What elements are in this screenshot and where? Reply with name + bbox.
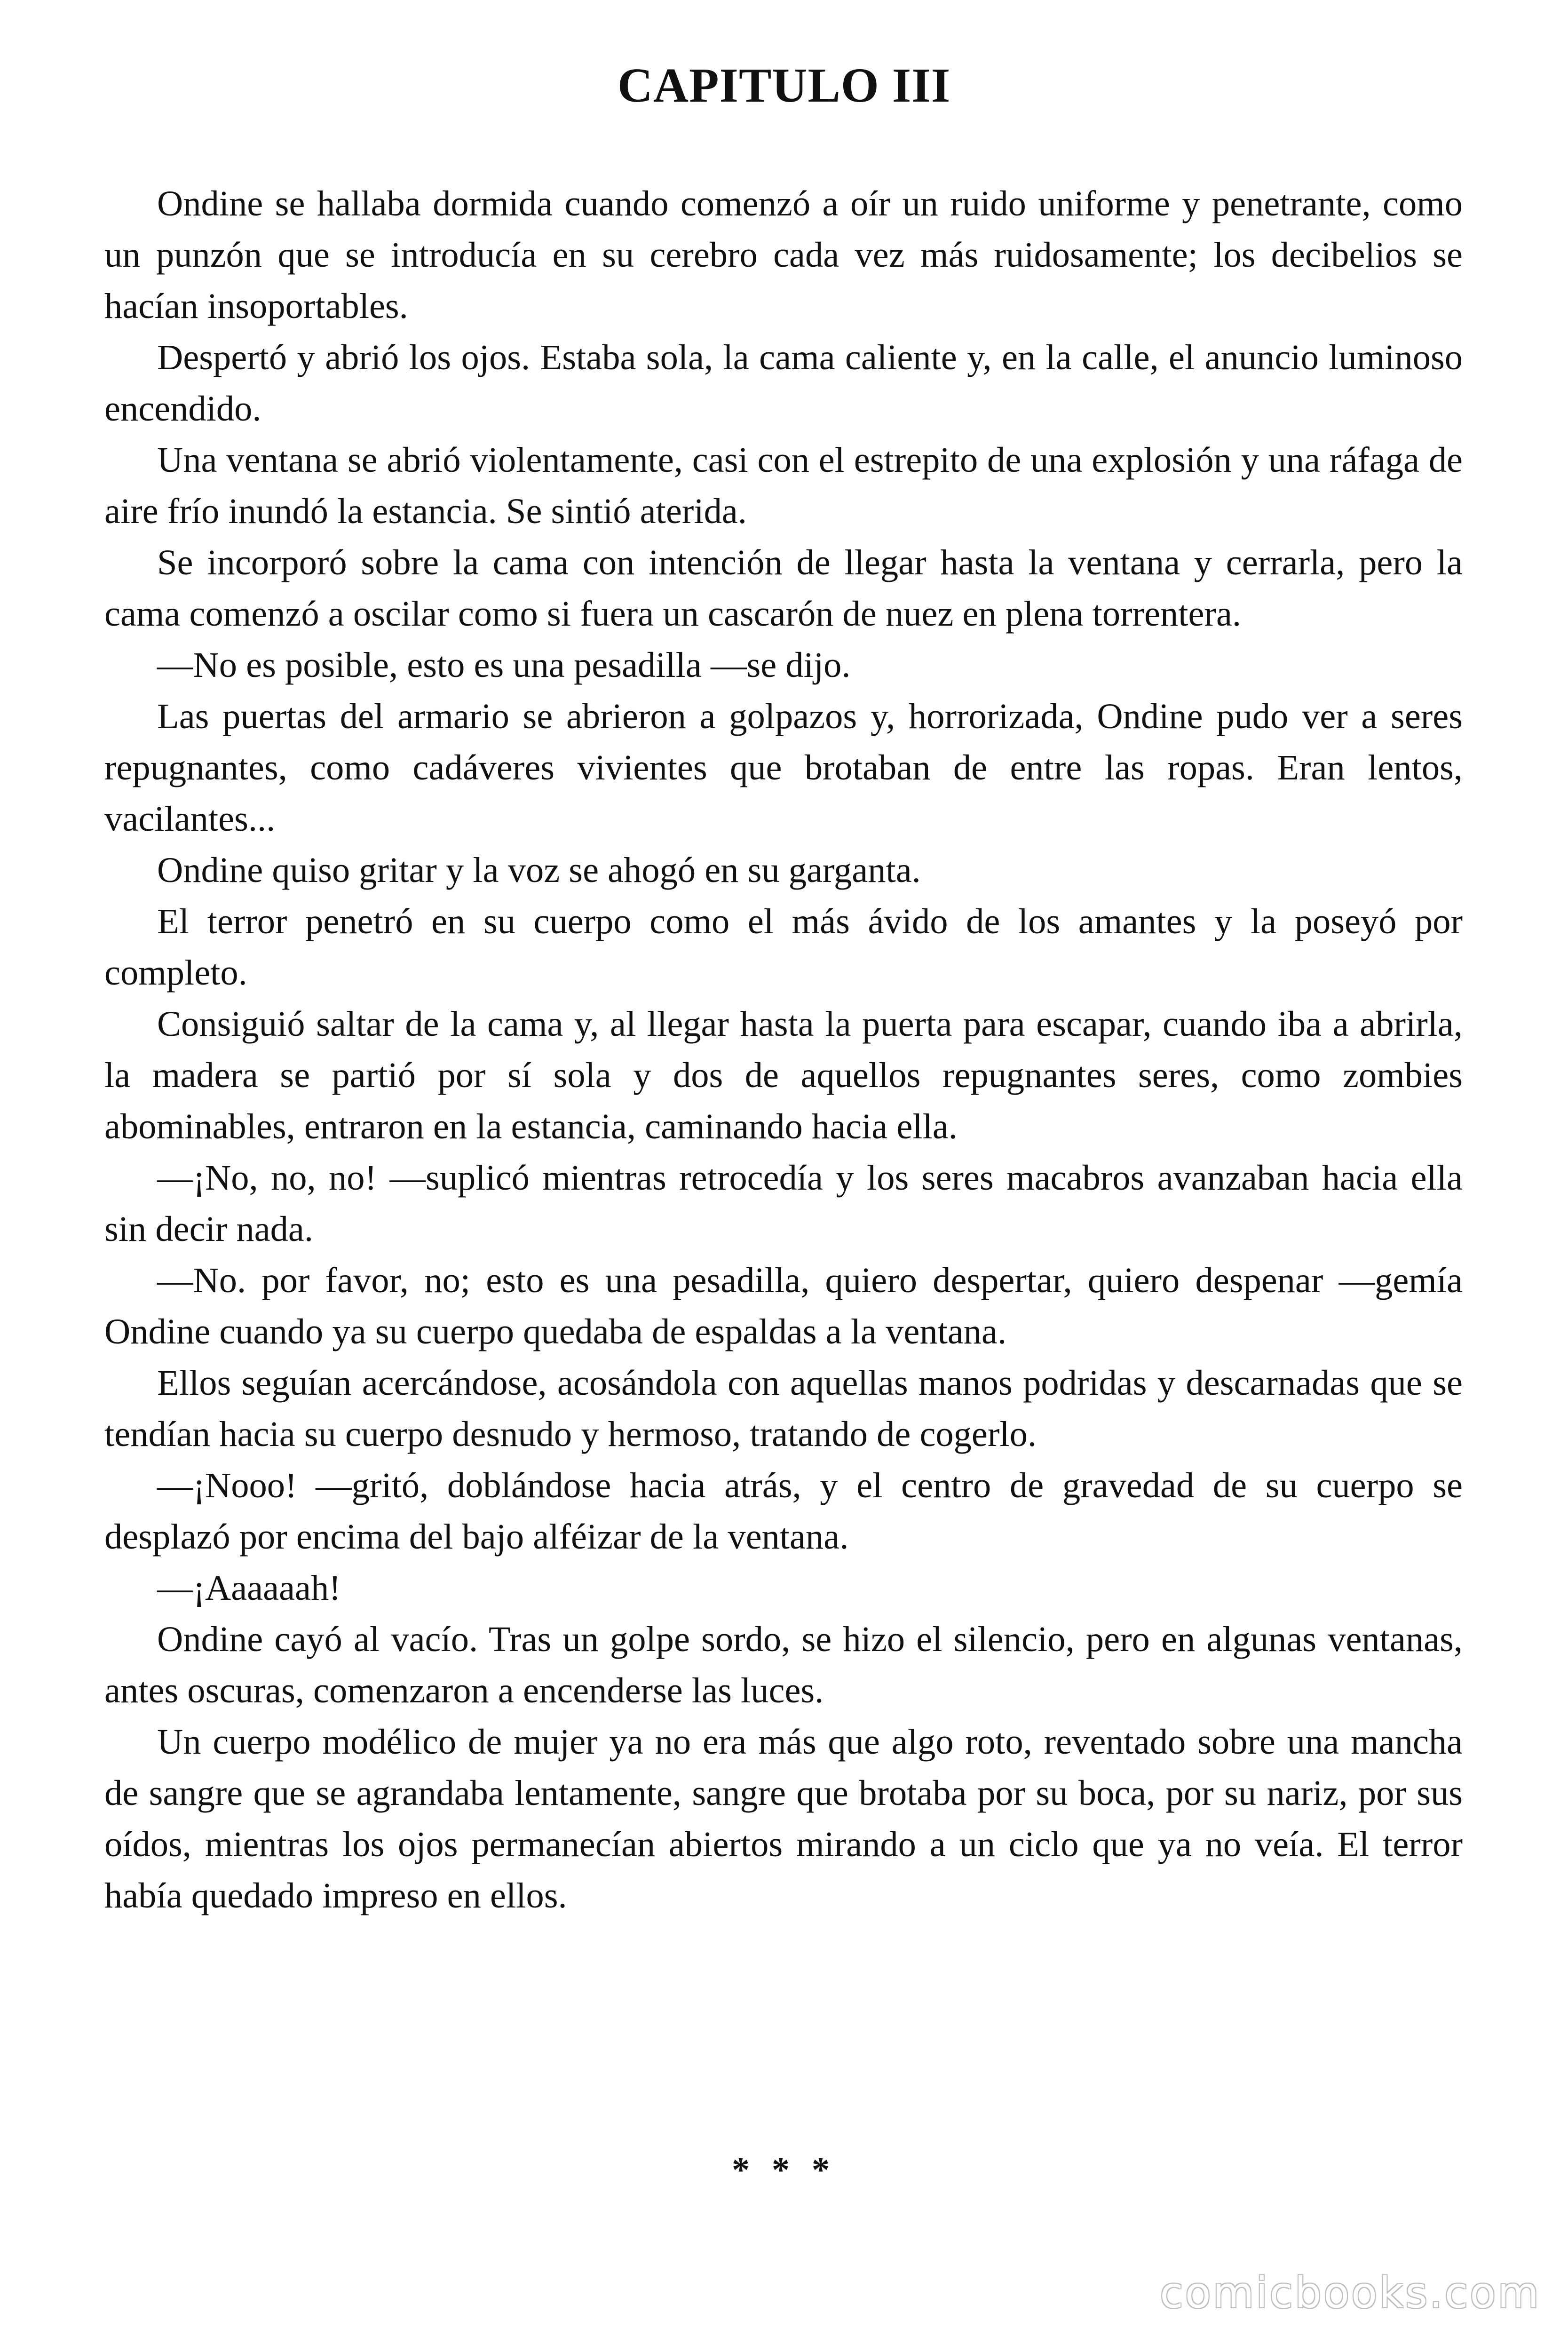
paragraph: —¡Nooo! —gritó, doblándose hacia atrás, y el centro de gravedad de su cuerpo se desplazó por encima del bajo alféizar de la ventana. xyxy=(104,1465,1463,1557)
paragraph: Consiguió saltar de la cama y, al llegar hasta la puerta para escapar, cuando iba a abrirla, la madera se partió por sí sola y dos de aquellos repugnantes seres, como zombies abominables, entraron en la estancia, caminando hacia ella. xyxy=(104,1004,1463,1146)
paragraph: El terror penetró en su cuerpo como el más ávido de los amantes y la poseyó por completo. xyxy=(104,901,1463,993)
paragraph: Las puertas del armario se abrieron a golpazos y, horrorizada, Ondine pudo ver a seres repugnantes, como cadáveres vivientes que brotaban de entre las ropas. Eran lentos, vacilantes... xyxy=(104,696,1463,839)
paragraph: Ondine se hallaba dormida cuando comenzó a oír un ruido uniforme y penetrante, como un punzón que se introducía en su cerebro cada vez más ruidosamente; los decibelios se hacían insoportables. xyxy=(104,183,1463,326)
paragraph: —¡Aaaaaah! xyxy=(157,1568,341,1608)
chapter-body xyxy=(104,178,1463,1921)
paragraph: Un cuerpo modélico de mujer ya no era más que algo roto, reventado sobre una mancha de sangre que se agrandaba lentamente, sangre que brotaba por su boca, por su nariz, por sus oídos, mientras los ojos permanecían abiertos mirando a un ciclo que ya no veía. El terror había quedado impreso en ellos. xyxy=(104,1722,1463,1915)
watermark-text: comicbooks.com xyxy=(1160,2268,1541,2318)
paragraph: —No. por favor, no; esto es una pesadilla, quiero despertar, quiero despenar —gemía Ondine cuando ya su cuerpo quedaba de espaldas a la ventana. xyxy=(104,1260,1463,1351)
paragraph: Se incorporó sobre la cama con intención de llegar hasta la ventana y cerrarla, pero la cama comenzó a oscilar como si fuera un cascarón de nuez en plena torrentera. xyxy=(104,542,1463,634)
chapter-title: CAPITULO III xyxy=(617,58,951,112)
paragraph: —¡No, no, no! —suplicó mientras retrocedía y los seres macabros avanzaban hacia ella sin decir nada. xyxy=(104,1158,1463,1249)
paragraph: Ondine cayó al vacío. Tras un golpe sordo, se hizo el silencio, pero en algunas ventanas, antes oscuras, comenzaron a encenderse las luces. xyxy=(104,1619,1463,1710)
paragraph: —No es posible, esto es una pesadilla —se dijo. xyxy=(157,645,851,685)
paragraph: Despertó y abrió los ojos. Estaba sola, la cama caliente y, en la calle, el anuncio luminoso encendido. xyxy=(104,337,1463,429)
paragraph: Ellos seguían acercándose, acosándola con aquellas manos podridas y descarnadas que se tendían hacia su cuerpo desnudo y hermoso, tratando de cogerlo. xyxy=(104,1363,1463,1454)
scene-break: * * * xyxy=(732,2150,836,2190)
paragraph: Ondine quiso gritar y la voz se ahogó en su garganta. xyxy=(157,850,921,890)
paragraph: Una ventana se abrió violentamente, casi con el estrepito de una explosión y una ráfaga de aire frío inundó la estancia. Se sintió aterida. xyxy=(104,440,1463,531)
